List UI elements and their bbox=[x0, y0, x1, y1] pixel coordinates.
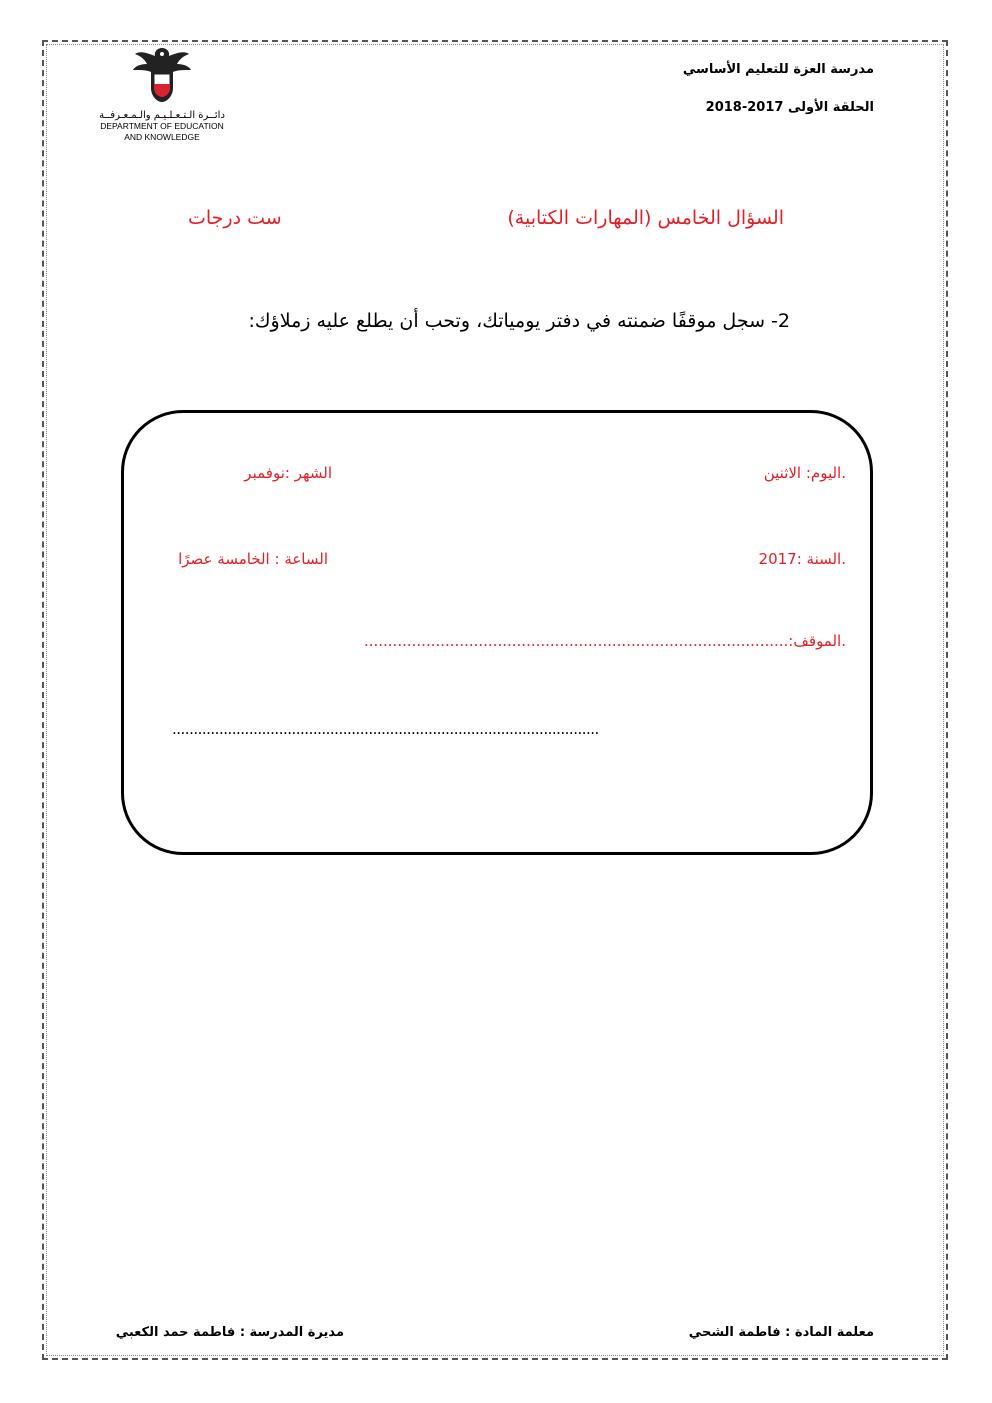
falcon-emblem-icon bbox=[127, 44, 197, 106]
logo-english-line2: AND KNOWLEDGE bbox=[124, 132, 200, 142]
logo-english-line1: DEPARTMENT OF EDUCATION bbox=[100, 121, 224, 131]
diary-day: .اليوم: الاثنين bbox=[763, 464, 846, 482]
school-name: مدرسة العزة للتعليم الأساسي bbox=[682, 62, 874, 77]
question-prompt: 2- سجل موقفًا ضمنته في دفتر يومياتك، وتحب أن يطلع عليه زملاؤك: bbox=[248, 310, 790, 332]
diary-situation: .الموقف:......................................................................................... bbox=[363, 632, 846, 650]
school-cycle: الحلقة الأولى 2017-2018 bbox=[705, 100, 874, 115]
logo-arabic-name: دائــرة الـتـعـلـيـم والـمـعـرفــة bbox=[99, 110, 225, 121]
diary-hour: الساعة : الخامسة عصرًا bbox=[178, 550, 328, 568]
diary-year: .السنة :2017 bbox=[758, 550, 846, 568]
footer-teacher: معلمة المادة : فاطمة الشحي bbox=[688, 1325, 874, 1340]
department-logo bbox=[92, 44, 232, 143]
footer-principal: مديرة المدرسة : فاطمة حمد الكعبي bbox=[115, 1325, 344, 1340]
diary-month: الشهر :نوفمبر bbox=[244, 464, 332, 482]
diary-writing-line: .................................................................................................... bbox=[172, 720, 599, 738]
question-marks: ست درجات bbox=[188, 207, 282, 229]
question-title: السؤال الخامس (المهارات الكتابية) bbox=[507, 207, 784, 229]
